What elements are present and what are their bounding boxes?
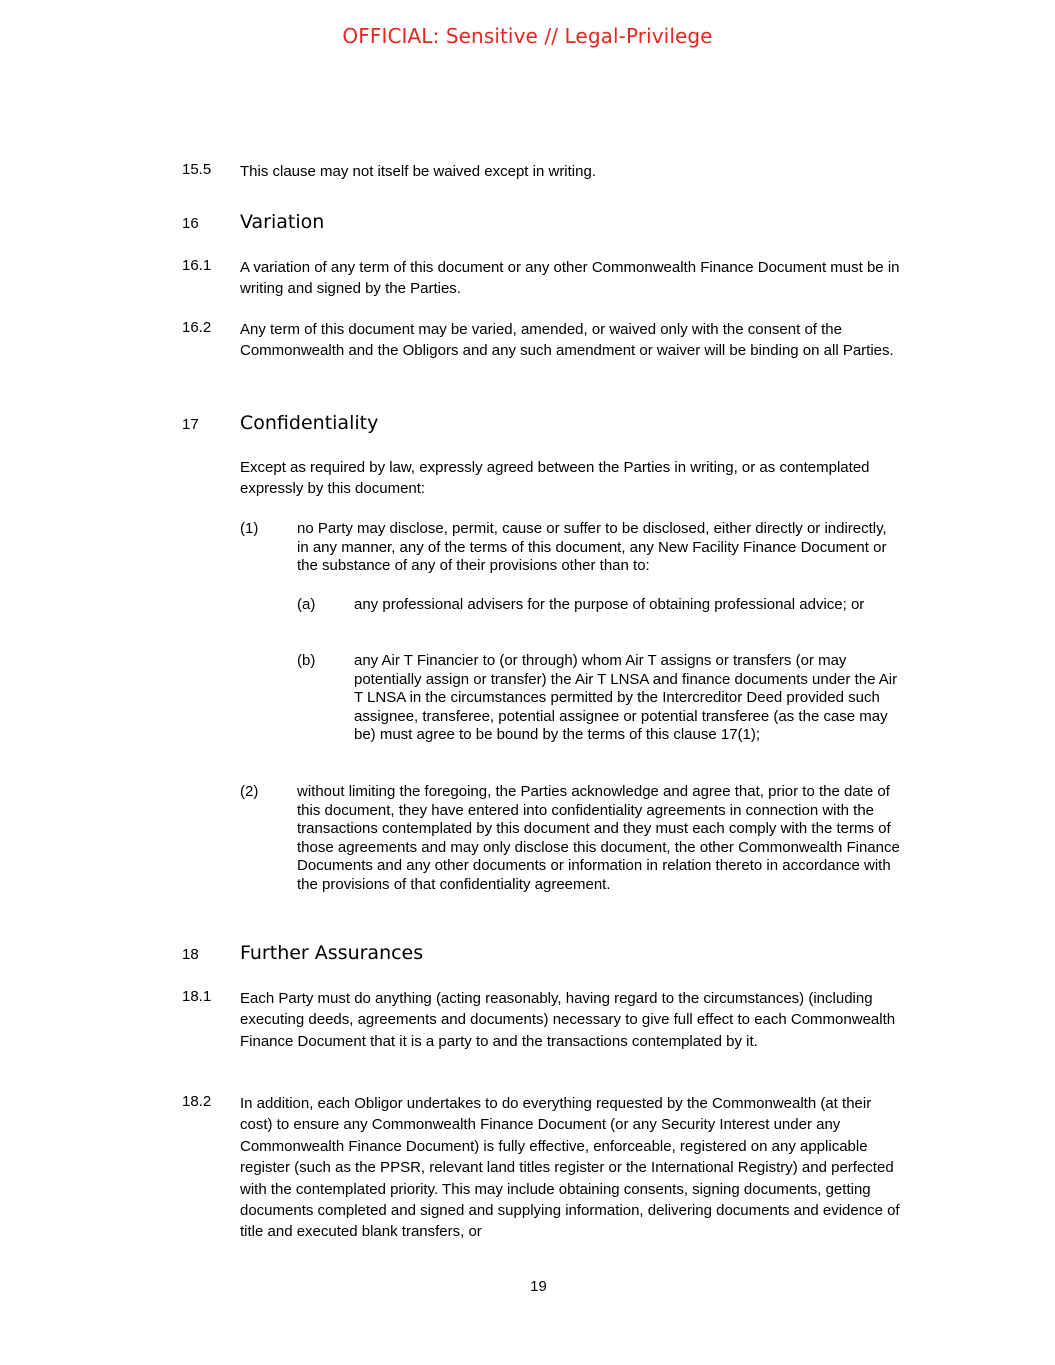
subparagraph-text: any Air T Financier to (or through) whom Air T assigns or transfers (or may potentially assign or transfer) the Air T LNSA and finance documents under the Air T LNSA in the circumstances permitted by the Intercreditor Deed provided such assignee, transferee, potential assignee or potential transferee (as the case may be) must agree to be bound by the terms of this clause 17(1); (354, 652, 898, 744)
clause-text: Each Party must do anything (acting reasonably, having regard to the circumstances) (including executing deeds, agreements and documents) necessary to give full effect to each Commonwealth Finance Document that it is a party to and the transactions contemplated by it. (240, 990, 896, 1050)
paragraph-label: (1) (240, 520, 259, 537)
clause-text: This clause may not itself be waived except in writing. (240, 163, 596, 180)
section-intro: Except as required by law, expressly agreed between the Parties in writing, or as contemplated expressly by this document: (240, 459, 870, 498)
paragraph-text: no Party may disclose, permit, cause or suffer to be disclosed, either directly or indirectly, in any manner, any of the terms of this document, any New Facility Finance Document or the substance of any of their provisions other than to: (297, 520, 887, 575)
clause-number: 16.1 (182, 257, 212, 274)
subparagraph-label: (b) (297, 652, 316, 669)
clause-number: 16.2 (182, 319, 212, 336)
subparagraph-label: (a) (297, 596, 316, 613)
clause-text: Any term of this document may be varied, amended, or waived only with the consent of the Commonwealth and the Obligors and any such amendment or waiver will be binding on all Parties. (240, 321, 894, 360)
subparagraph-text: any professional advisers for the purpose of obtaining professional advice; or (354, 596, 865, 613)
page-number: 19 (530, 1278, 547, 1295)
section-heading: Variation (240, 211, 325, 233)
clause-number: 15.5 (182, 161, 212, 178)
section-number: 17 (182, 416, 199, 433)
section-heading: Further Assurances (240, 942, 424, 964)
section-number: 18 (182, 946, 199, 963)
section-heading: Confidentiality (240, 412, 379, 434)
clause-text: A variation of any term of this document or any other Commonwealth Finance Document must be in writing and signed by the Parties. (240, 259, 900, 298)
clause-number: 18.1 (182, 988, 212, 1005)
classification-banner: OFFICIAL: Sensitive // Legal-Privilege (342, 24, 713, 48)
paragraph-text: without limiting the foregoing, the Parties acknowledge and agree that, prior to the date of this document, they have entered into confidentiality agreements in connection with the transactions contemplated by this document and they must each comply with the terms of those agreements and may only disclose this document, the other Commonwealth Finance Documents and any other documents or information in relation thereto in accordance with the provisions of that confidentiality agreement. (297, 783, 900, 893)
paragraph-label: (2) (240, 783, 259, 800)
clause-text: In addition, each Obligor undertakes to do everything requested by the Commonwealth (at their cost) to ensure any Commonwealth Finance Document (or any Security Interest under any Commonwealth Finance Document) is fully effective, enforceable, registered on any applicable register (such as the PPSR, relevant land titles register or the International Registry) and perfected with the contemplated priority. This may include obtaining consents, signing documents, getting documents completed and signed and supplying information, delivering documents and evidence of title and executed blank transfers, or (240, 1095, 900, 1241)
section-number: 16 (182, 215, 199, 232)
clause-number: 18.2 (182, 1093, 212, 1110)
